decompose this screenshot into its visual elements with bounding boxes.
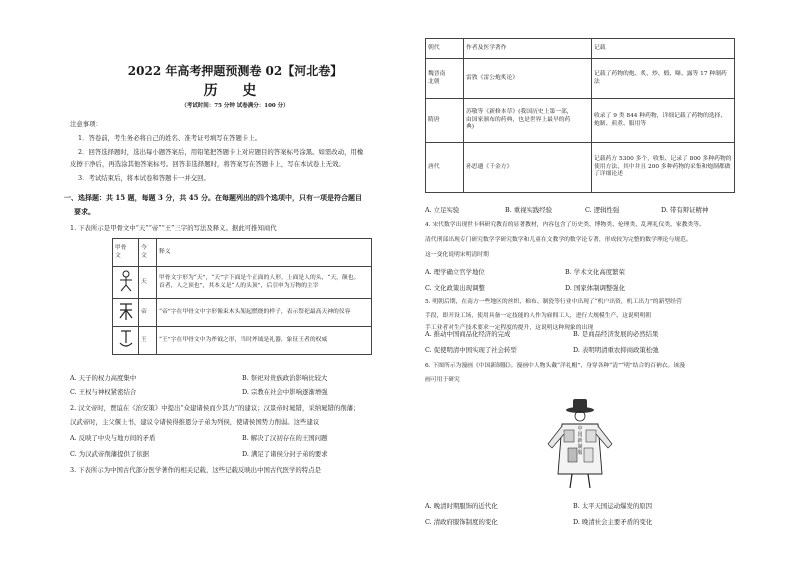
oracle-glyph-wang bbox=[113, 327, 139, 355]
table-row bbox=[113, 267, 372, 299]
q2-option-d[interactable]: D. 满足了诸侯分封子弟的要求 bbox=[242, 450, 328, 458]
oracle-meaning-tian: 甲骨文字形为“天”，“天”字下面是个正面的人形，上面是人的头，“天，颠也。 首者，人之顶也”，其本义是“人的头顶”，后引申为万物的主宰 bbox=[157, 267, 372, 299]
table-row bbox=[113, 299, 372, 327]
q5-stem-2: 手段，即开设工场，使用具备一定技能的人作为雇佣工人，进行大规模生产。这说明明朝 bbox=[425, 313, 652, 319]
q4-option-a[interactable]: A. 理学确立官学地位 bbox=[425, 268, 485, 276]
med-work-qianjin: 孙思邈《千金方》 bbox=[464, 143, 592, 193]
q5-option-c[interactable]: C. 促使明清中国实现了社会转型 bbox=[425, 346, 517, 354]
q4-stem-2: 清代刑部出现专门研究数学学研究数学和儿童在文教学的数学论专著，形成较为完整的数学理论与规范。 bbox=[425, 237, 692, 243]
q4-option-d[interactable]: D. 国家体制调整强化 bbox=[565, 284, 626, 292]
exam-meta: （考试时间：75 分钟 试卷满分：100 分） bbox=[181, 103, 289, 109]
q3-option-c[interactable]: C. 逻辑性强 bbox=[585, 206, 620, 214]
oracle-header-jinwen: 今 文 bbox=[139, 239, 157, 267]
med-header-work: 作者及医学著作 bbox=[464, 39, 592, 59]
q1-option-b[interactable]: B. 祭祀对贵族政治影响比较大 bbox=[242, 374, 328, 382]
oracle-glyph-di bbox=[113, 299, 139, 327]
q6-option-c[interactable]: C. 清政府服饰制度的变化 bbox=[425, 518, 498, 526]
q2-option-c[interactable]: C. 为汉武帝削藩提供了依据 bbox=[70, 450, 150, 458]
cartoon-label: 中 国 新 制 服 bbox=[577, 426, 583, 456]
med-header-record: 记载 bbox=[592, 39, 735, 59]
med-record-qianjin: 记载药方 5300 多个，收集、记录了 800 多种药物的 使用方法，其中并且 200 多种药物的采集和炮制都做 了详细论述 bbox=[592, 143, 735, 193]
q3-option-d[interactable]: D. 带有辩证精神 bbox=[661, 206, 709, 214]
medical-table-header bbox=[426, 39, 735, 59]
notice-item-2: 2．回答选择题时，选出每小题答案后，用铅笔把答题卡上对应题目的答案标号涂黑。如需改动，用橡 bbox=[78, 148, 364, 156]
med-era-wei-jin: 魏晋南 北朝 bbox=[426, 59, 464, 99]
med-record-xinxiu: 收录了 9 类 844 种药物，详细记载了药物的选择、 炮制、煎煮、服用等 bbox=[592, 99, 735, 143]
table-row bbox=[426, 59, 735, 99]
q2-stem-2: 汉武帝时，主父偃上书，建议令诸侯得推恩分子弟为列侯，使诸侯国势力削弱。这些建议 bbox=[70, 418, 320, 426]
q6-option-a[interactable]: A. 晚清时期服饰的近代化 bbox=[425, 502, 498, 510]
oracle-bone-table bbox=[112, 238, 372, 355]
q3-stem: 3. 下表所示为中国古代部分医学著作的相关记载，这些记载反映出中国古代医学的特点是 bbox=[70, 466, 321, 474]
oracle-header-meaning: 释义 bbox=[157, 239, 372, 267]
med-record-leigong: 记载了药物的炮、炙、炒、煅、曝、露等 17 种制药 法 bbox=[592, 59, 735, 99]
notice-item-3: 3．考试结束后，将本试卷和答题卡一并交回。 bbox=[78, 174, 210, 182]
q6-stem-2: 画可用于研究 bbox=[425, 377, 460, 383]
med-work-xinxiu: 苏敬等《新修本草》(我国历史上第一部， 由国家颁布的药典，也是世界上最早的药 典) bbox=[464, 99, 592, 143]
q2-option-a[interactable]: A. 反映了中央与地方间的矛盾 bbox=[70, 434, 156, 442]
di-glyph-icon bbox=[118, 301, 134, 321]
exam-title: 2022 年高考押题预测卷 02【河北卷】 bbox=[127, 64, 343, 78]
exam-subject: 历 史 bbox=[203, 83, 267, 99]
q5-option-b[interactable]: B. 是商品经济发展的必然结果 bbox=[573, 330, 659, 338]
section1-heading-2: 要求。 bbox=[74, 207, 95, 216]
q2-option-b[interactable]: B. 解决了汉初存在的王国问题 bbox=[242, 434, 328, 442]
table-row bbox=[113, 327, 372, 355]
oracle-table-header bbox=[113, 239, 372, 267]
cartoon-new-uniform bbox=[540, 396, 620, 490]
q5-stem-3: 手工业者对生产技术要求一定程度的提升，这说明这种现象的出现 bbox=[425, 325, 594, 331]
q4-stem-3: 这一变化说明宋明清时期 bbox=[425, 252, 489, 258]
q5-option-a[interactable]: A. 推动中国商品化经济的完成 bbox=[425, 330, 511, 338]
q4-option-b[interactable]: B. 学术文化高度繁荣 bbox=[565, 268, 625, 276]
oracle-glyph-tian bbox=[113, 267, 139, 299]
q6-option-d[interactable]: D. 晚清社会主要矛盾的变化 bbox=[573, 518, 653, 526]
notice-item-2b: 皮擦干净后，再选涂其他答案标号。回答非选择题时，将答案写在答题卡上，写在本试卷上无效。 bbox=[70, 160, 345, 168]
q2-stem-1: 2. 汉文帝时，贾谊在《治安策》中提出“众建诸侯而少其力”的建议；汉景帝时晁错，采纳晁错的削藩； bbox=[70, 404, 360, 412]
oracle-header-jiaguwen: 甲骨 文 bbox=[113, 239, 139, 267]
section1-heading: 一、选择题：共 15 题，每题 3 分，共 45 分。在每题列出的四个选项中，只有一项是符合题目 bbox=[64, 193, 362, 202]
tian-glyph-icon bbox=[119, 270, 133, 292]
oracle-modern-wang: 王 bbox=[139, 327, 157, 355]
med-era-tang: 唐代 bbox=[426, 143, 464, 193]
q6-option-b[interactable]: B. 太平天国运动爆发的原因 bbox=[573, 502, 653, 510]
q5-stem-1: 5. 明朝后期，在南方一些地区的丝织、棉布、制瓷等行业中出现了“机户出资，机工出力”的新型经营 bbox=[425, 299, 682, 305]
table-row bbox=[426, 143, 735, 193]
wang-glyph-icon bbox=[119, 329, 133, 349]
med-work-leigong: 雷敩《雷公炮炙论》 bbox=[464, 59, 592, 99]
q1-option-c[interactable]: C. 王权与神权紧密结合 bbox=[70, 388, 137, 396]
q3-option-a[interactable]: A. 立足实验 bbox=[425, 206, 460, 214]
med-header-era: 朝代 bbox=[426, 39, 464, 59]
notice-heading: 注意事项： bbox=[70, 120, 102, 128]
q1-option-a[interactable]: A. 天子的权力高度集中 bbox=[70, 374, 137, 382]
q1-option-d[interactable]: D. 宗教在社会中影响逐渐增强 bbox=[242, 388, 328, 396]
oracle-meaning-wang: “王”字在甲骨文中为斧钺之形，当时斧钺是礼器，象征王者的权威 bbox=[157, 327, 372, 355]
q5-option-d[interactable]: D. 表明明清重农抑商政策松弛 bbox=[573, 346, 659, 354]
oracle-modern-tian: 天 bbox=[139, 267, 157, 299]
med-era-sui-tang: 隋唐 bbox=[426, 99, 464, 143]
q4-stem-1: 4. 宋代数学出现世卡料研究教育的显著教材，内容包含了历史类、博物类、伦理类、乱理礼仪类、家教类等。 bbox=[425, 222, 705, 228]
oracle-meaning-di: “帝”字在甲骨文中字形像束木头架起燃烧的样子，表示祭祀最高天神的仪容 bbox=[157, 299, 372, 327]
table-row bbox=[426, 99, 735, 143]
notice-item-1: 1．答卷前，考生务必将自己的姓名、准考证号填写在答题卡上。 bbox=[78, 134, 262, 142]
q1-stem: 1. 下表所示是甲骨文中“天”“帝”“王”三字的写法及释义。据此可推知商代 bbox=[70, 224, 277, 232]
q3-option-b[interactable]: B. 重视实践经验 bbox=[505, 206, 553, 214]
q4-option-c[interactable]: C. 文化政策出现调整 bbox=[425, 284, 485, 292]
q6-stem-1: 6. 下图所示为漫画《中国新制服》。漫画中人物头戴“洋礼帽”，身穿各种“清”“明”结合的百衲衣。该漫 bbox=[425, 363, 685, 369]
medical-works-table bbox=[425, 38, 735, 193]
oracle-modern-di: 帝 bbox=[139, 299, 157, 327]
